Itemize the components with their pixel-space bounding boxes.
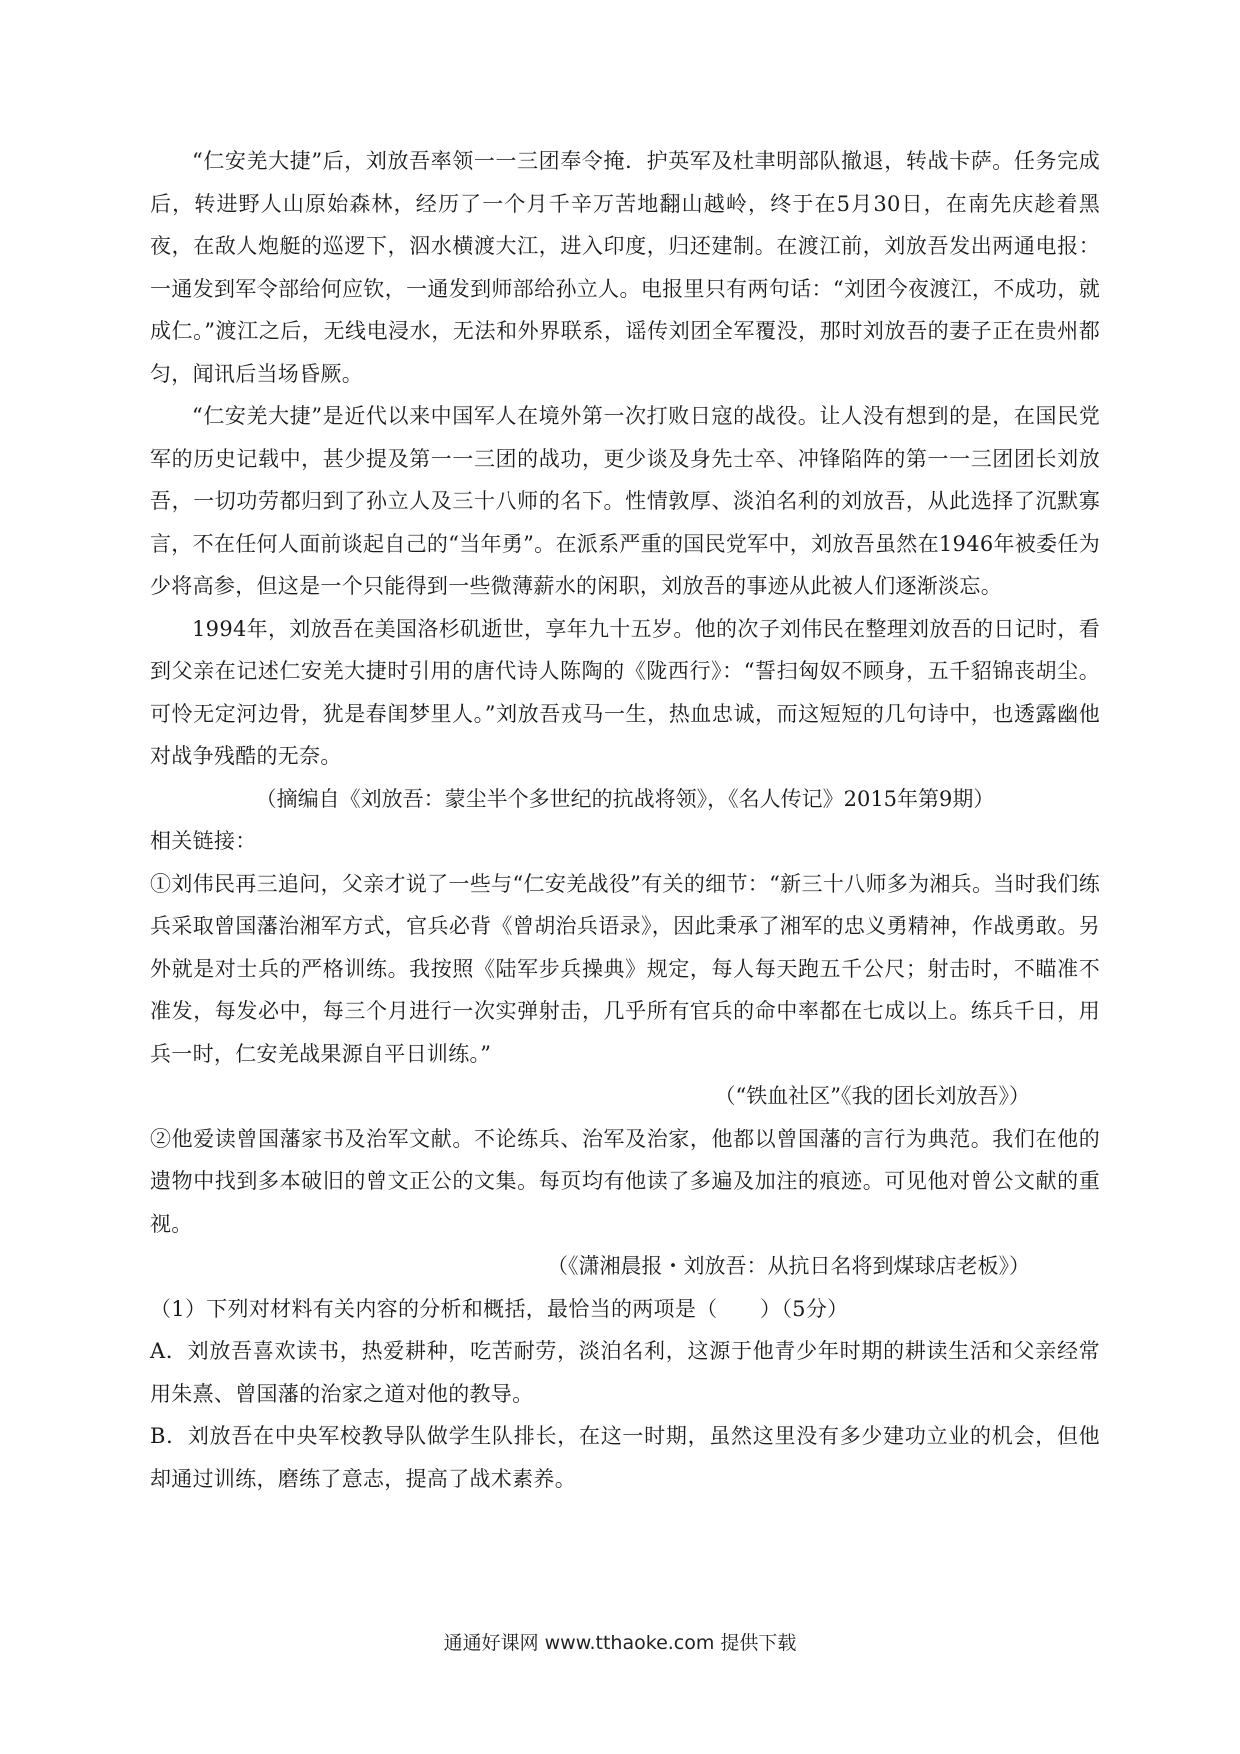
article-paragraph-2: “仁安羌大捷”是近代以来中国军人在境外第一次打败日寇的战役。让人没有想到的是，在国民党军的历史记载中，甚少提及第一一三团的战功，更少谈及身先士卒、冲锋陷阵的第一一三团团长刘放吾，一切功劳都归到了孙立人及三十八师的名下。性情敦厚、淡泊名利的刘放吾，从此选择了沉默寡言，不在任何人面前谈起自己的“当年勇”。在派系严重的国民党军中，刘放吾虽然在1946年被委任为少将高参，但这是一个只能得到一些微薄薪水的闲职，刘放吾的事迹从此被人们逐渐淡忘。 xyxy=(150,404,1101,598)
option-b: B．刘放吾在中央军校教导队做学生队排长，在这一时期，虽然这里没有多少建功立业的机会，但他却通过训练，磨练了意志，提高了战术素养。 xyxy=(150,1424,1100,1491)
option-a: A．刘放吾喜欢读书，热爱耕种，吃苦耐劳，淡泊名利，这源于他青少年时期的耕读生活和父亲经常用朱熹、曾国藩的治家之道对他的教导。 xyxy=(150,1339,1100,1406)
link-item-2: ②他爱读曾国藩家书及治军文献。不论练兵、治军及治家，他都以曾国藩的言行为典范。我们在他的遗物中找到多本破旧的曾文正公的文集。每页均有他读了多遍及加注的痕迹。可见他对曾公文献的重视。 xyxy=(150,1126,1100,1236)
link-source-1: （“铁血社区”《我的团长刘放吾》） xyxy=(714,1084,1030,1108)
link-item-1: ①刘伟民再三追问，父亲才说了一些与“仁安羌战役”有关的细节：“新三十八师多为湘兵。当时我们练兵采取曾国藩治湘军方式，官兵必背《曾胡治兵语录》，因此秉承了湘军的忠义勇精神，作战勇敢。另外就是对士兵的严格训练。我按照《陆军步兵操典》规定，每人每天跑五千公尺；射击时，不瞄准不准发，每发必中，每三个月进行一次实弹射击，几乎所有官兵的命中率都在七成以上。练兵千日，用兵一时，仁安羌战果源自平日训练。” xyxy=(150,871,1100,1066)
links-heading: 相关链接： xyxy=(150,829,257,853)
link-source-2: （《潇湘晨报・刘放吾：从抗日名将到煤球店老板》） xyxy=(547,1254,1030,1278)
article-source: （摘编自《刘放吾：蒙尘半个多世纪的抗战将领》，《名人传记》2015年第9期） xyxy=(255,786,995,811)
document-body xyxy=(150,140,1100,1500)
article-paragraph-3: 1994年，刘放吾在美国洛杉矶逝世，享年九十五岁。他的次子刘伟民在整理刘放吾的日记时，看到父亲在记述仁安羌大捷时引用的唐代诗人陈陶的《陇西行》：“誓扫匈奴不顾身，五千貂锦丧胡尘。可怜无定河边骨，犹是春闺梦里人。”刘放吾戎马一生，热血忠诚，而这短短的几句诗中，也透露幽他对战争残酷的无奈。 xyxy=(150,616,1100,768)
question-stem: （1）下列对材料有关内容的分析和概括，最恰当的两项是（ ）（5分） xyxy=(150,1296,849,1321)
page-footer: 通通好课网 www.tthaoke.com 提供下载 xyxy=(443,1632,797,1654)
article-paragraph-1: “仁安羌大捷”后，刘放吾率领一一三团奉令掩．护英军及杜聿明部队撤退，转战卡萨。任务完成后，转进野人山原始森林，经历了一个月千辛万苦地翻山越岭，终于在5月30日，在南先庆趁着黑夜，在敌人炮艇的巡逻下，泅水横渡大江，进入印度，归还建制。在渡江前，刘放吾发出两通电报：一通发到军令部给何应钦，一通发到师部给孙立人。电报里只有两句话：“刘团今夜渡江，不成功，就成仁。”渡江之后，无线电浸水，无法和外界联系，谣传刘团全军覆没，那时刘放吾的妻子正在贵州都匀，闻讯后当场昏厥。 xyxy=(150,149,1100,386)
